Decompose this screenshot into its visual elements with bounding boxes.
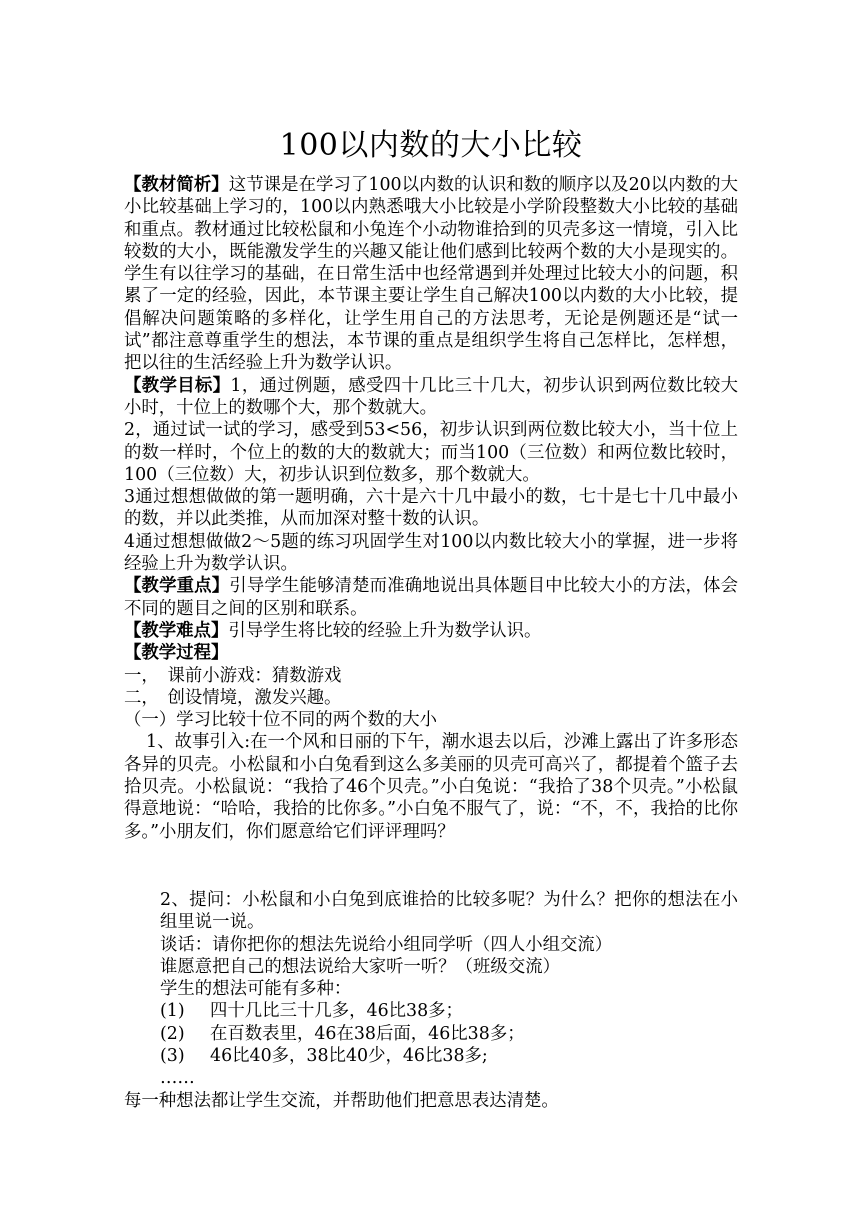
process-step-2: 二， 创设情境，激发兴趣。 [124,687,342,708]
analysis-paragraph [124,174,738,375]
key-point-paragraph [124,575,738,620]
discussion-block [124,889,738,1090]
idea-text: 四十几比三十几多，46比38多； [210,1001,463,1022]
key-point-label: 【教学重点】 [124,576,230,597]
goal-item-3: 3通过想想做做的第一题明确，六十是六十几中最小的数，七十是七十几中最小的数，并以此类推，从而加深对整十数的认识。 [124,487,738,530]
difficulty-label: 【教学难点】 [124,620,229,641]
ask-paragraph: 2、提问：小松鼠和小白兔到底谁拾的比较多呢？为什么？把你的想法在小组里说一说。 [160,889,738,933]
analysis-text: 这节课是在学习了100以内数的认识和数的顺序以及20以内数的大小比较基础上学习的，100以内熟悉哦大小比较是小学阶段整数大小比较的基础和重点。教材通过比较松鼠和小兔连个小动物谁拾到的贝壳多这一情境，引入比较数的大小，既能激发学生的兴趣又能让他们感到比较两个数的大小是现实的。学生有以往学习的基础，在日常生活中也经常遇到并处理过比较大小的问题，积累了一定的经验，因此，本节课主要让学生自己解决100以内数的大小比较，提倡解决问题策略的多样化，让学生用自己的方法思考，无论是例题还是“试一试”都注意尊重学生的想法，本节课的重点是组织学生将自己怎样比，怎样想，把以往的生活经验上升为数学认识。 [124,175,738,374]
idea-item [160,1000,738,1022]
process-sub-1: （一）学习比较十位不同的两个数的大小 [124,710,438,731]
difficulty-paragraph [124,620,738,642]
blank-gap [124,843,738,889]
ellipsis: …… [160,1068,195,1089]
idea-number: (3) [160,1045,185,1066]
page-title: 100以内数的大小比较 [279,128,583,163]
process-step-1: 一， 课前小游戏：猜数游戏 [124,665,342,686]
difficulty-text: 引导学生将比较的经验上升为数学认识。 [228,620,542,641]
goal-item-1: 1，通过例题，感受四十几比三十几大，初步认识到两位数比较大小时，十位上的数哪个大，那个数就大。 [124,375,738,418]
process-label: 【教学过程】 [124,643,229,664]
idea-text: 在百数表里，46在38后面，46比38多； [210,1023,525,1044]
idea-number: (2) [160,1023,185,1044]
document-body [124,174,738,1112]
ideas-intro: 学生的想法可能有多种： [160,979,352,1000]
share-paragraph: 谁愿意把自己的想法说给大家听一听？（班级交流） [160,956,560,977]
goals-label: 【教学目标】 [124,375,231,396]
idea-item [160,1045,738,1067]
goal-item-4: 4通过想想做做2～5题的练习巩固学生对100以内数比较大小的掌握，进一步将经验上升为数学认识。 [124,531,738,575]
key-point-text: 引导学生能够清楚而准确地说出具体题目中比较大小的方法，体会不同的题目之间的区别和联系。 [124,576,738,619]
goals-paragraph [124,375,738,420]
talk-paragraph: 谈话：请你把你的想法先说给小组同学听（四人小组交流） [160,934,613,955]
analysis-label: 【教材简析】 [124,175,229,195]
idea-text: 46比40多，38比40少，46比38多; [210,1045,488,1066]
idea-number: (1) [160,1001,185,1022]
goal-item-2: 2，通过试一试的学习，感受到53<56，初步认识到两位数比较大小，当十位上的数一样时，个位上的数的大的数就大；而当100（三位数）和两位数比较时，100（三位数）大，初步认识到位数多，那个数就大。 [124,420,738,485]
idea-item [160,1023,738,1045]
story-paragraph: 1、故事引入:在一个风和日丽的下午，潮水退去以后，沙滩上露出了许多形态各异的贝壳。小松鼠和小白兔看到这么多美丽的贝壳可高兴了，都提着个篮子去拾贝壳。小松鼠说：“我拾了46个贝壳。”小白兔说：“我拾了38个贝壳。”小松鼠得意地说：“哈哈，我拾的比你多。”小白兔不服气了，说：“不，不，我拾的比你多。”小朋友们，你们愿意给它们评评理吗？ [124,732,738,842]
closing-paragraph: 每一种想法都让学生交流，并帮助他们把意思表达清楚。 [124,1090,559,1111]
